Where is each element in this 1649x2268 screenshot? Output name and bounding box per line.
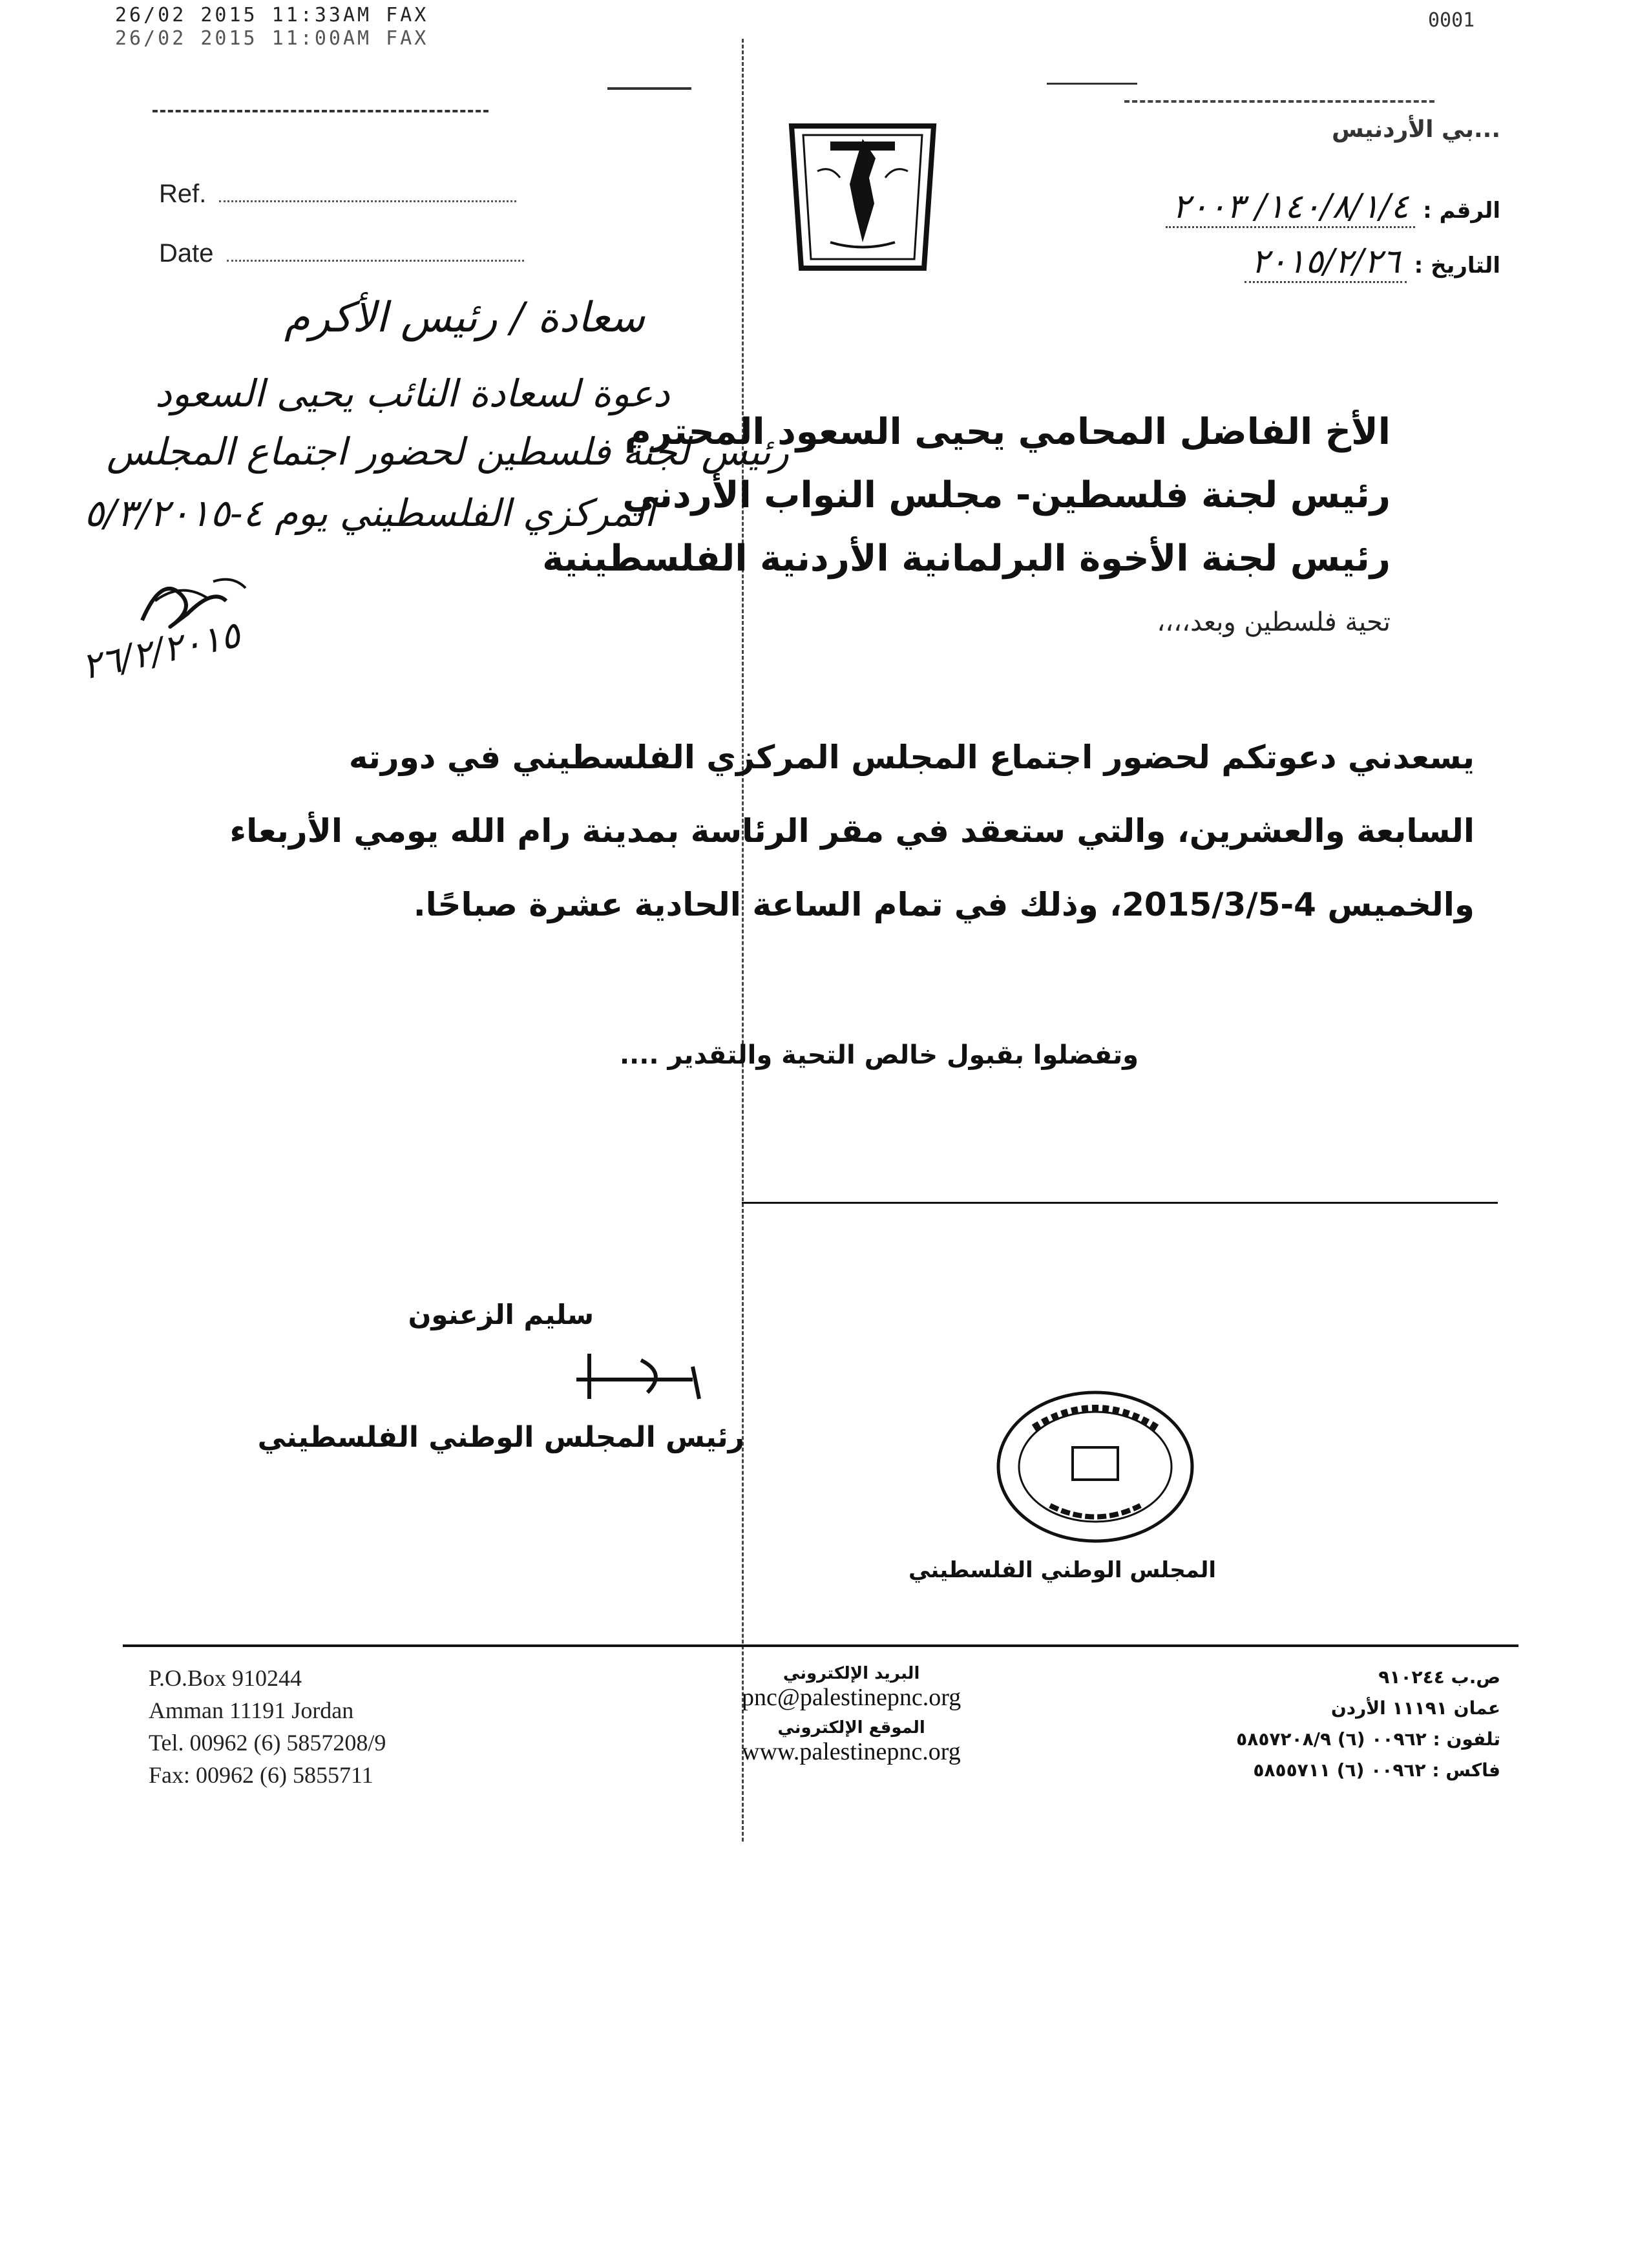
- footer-online-contact: [742, 1664, 961, 1766]
- letter-date-row: [1245, 242, 1500, 281]
- right-header-rule: [1124, 100, 1434, 103]
- signature-block: [258, 1289, 744, 1464]
- org-name-partial: ...بي الأردنيس: [1332, 116, 1500, 143]
- number-value: ١٤٠/٨/١/٤/ ٢٠٠٣: [1166, 187, 1415, 228]
- letter-date-value: ٢٠١٥/٢/٢٦: [1245, 242, 1407, 283]
- footer-website-link[interactable]: www.palestinepnc.org: [742, 1738, 961, 1765]
- handwritten-signature-date: ٢٦/٢/٢٠١٥: [78, 613, 244, 689]
- letter-body-line3: والخميس 4-2015/3/5، وذلك في تمام الساعة الحادية عشرة صباحًا.: [413, 886, 1475, 923]
- addressee-line1: الأخ الفاضل المحامي يحيى السعود المحترم: [624, 411, 1391, 453]
- number-label: الرقم :: [1423, 198, 1500, 224]
- footer-ar-pobox: ص.ب ٩١٠٢٤٤: [1378, 1666, 1500, 1688]
- signatory-name: سليم الزعنون: [408, 1299, 594, 1330]
- date-row: [159, 239, 524, 268]
- letter-closing: وتفضلوا بقبول خالص التحية والتقدير ....: [619, 1040, 1139, 1070]
- date-label: Date: [159, 239, 214, 268]
- letter-body: [230, 720, 1475, 941]
- fax-header-line1: 26/02 2015 11:33AM FAX: [115, 4, 429, 26]
- footer-website-label: الموقع الإلكتروني: [777, 1718, 925, 1738]
- stamp-caption: المجلس الوطني الفلسطيني: [908, 1557, 1216, 1583]
- footer-arabic-contact: [1236, 1662, 1500, 1786]
- date-dotted-line: [227, 253, 524, 262]
- fax-page-code: 0001: [1428, 9, 1475, 32]
- pnc-emblem-logo: [779, 113, 947, 281]
- signatory-title: رئيس المجلس الوطني الفلسطيني: [257, 1421, 744, 1454]
- addressee-line2: رئيس لجنة فلسطين- مجلس النواب الأردني: [622, 474, 1391, 516]
- ref-label: Ref.: [159, 180, 207, 208]
- addressee-greeting: تحية فلسطين وبعد،،،،: [1157, 607, 1391, 637]
- letter-date-label: التاريخ :: [1414, 253, 1500, 278]
- handwritten-note-line2: دعوة لسعادة النائب يحيى السعود: [155, 372, 670, 415]
- footer-ar-fax: فاكس : ٠٠٩٦٢ (٦) ٥٨٥٥٧١١: [1253, 1759, 1500, 1781]
- letter-body-line2: السابعة والعشرين، والتي ستعقد في مقر الرئاسة بمدينة رام الله يومي الأربعاء: [229, 812, 1475, 850]
- addressee-block: [542, 401, 1391, 654]
- footer-email-link[interactable]: pnc@palestinepnc.org: [742, 1684, 961, 1711]
- header-stroke: [607, 87, 691, 90]
- header-stroke: [1047, 83, 1137, 85]
- footer-english-contact: [149, 1662, 386, 1791]
- footer-tel: Tel. 00962 (6) 5857208/9: [149, 1730, 386, 1756]
- footer-pobox: P.O.Box 910244: [149, 1665, 302, 1691]
- footer-city: Amman 11191 Jordan: [149, 1697, 354, 1723]
- number-row: [1166, 187, 1500, 226]
- section-rule: [742, 1202, 1498, 1204]
- addressee-line3: رئيس لجنة الأخوة البرلمانية الأردنية الفلسطينية: [542, 538, 1391, 580]
- fax-header-line2: 26/02 2015 11:00AM FAX: [115, 27, 429, 50]
- fax-header: [115, 4, 428, 50]
- signature-scribble: [258, 1341, 744, 1412]
- letter-body-line1: يسعدني دعوتكم لحضور اجتماع المجلس المركزي الفلسطيني في دورته: [348, 739, 1475, 776]
- left-header-rule: [152, 110, 488, 112]
- official-stamp: [989, 1383, 1202, 1564]
- handwritten-note-line3: رئيس لجنة فلسطين لحضور اجتماع المجلس: [107, 430, 789, 474]
- footer-email-label: البريد الإلكتروني: [782, 1664, 920, 1683]
- footer-ar-tel: تلفون : ٠٠٩٦٢ (٦) ٥٨٥٧٢٠٨/٩: [1236, 1728, 1500, 1750]
- footer-rule: [123, 1644, 1518, 1647]
- ref-dotted-line: [219, 194, 516, 202]
- footer-ar-city: عمان ١١١٩١ الأردن: [1330, 1697, 1500, 1719]
- footer-fax: Fax: 00962 (6) 5855711: [149, 1762, 373, 1788]
- handwritten-note-line1: سعادة / رئيس الأكرم: [284, 294, 645, 342]
- handwritten-note-line4: المركزي الفلسطيني يوم ٤-٥/٣/٢٠١٥: [84, 491, 655, 535]
- ref-row: [159, 180, 516, 209]
